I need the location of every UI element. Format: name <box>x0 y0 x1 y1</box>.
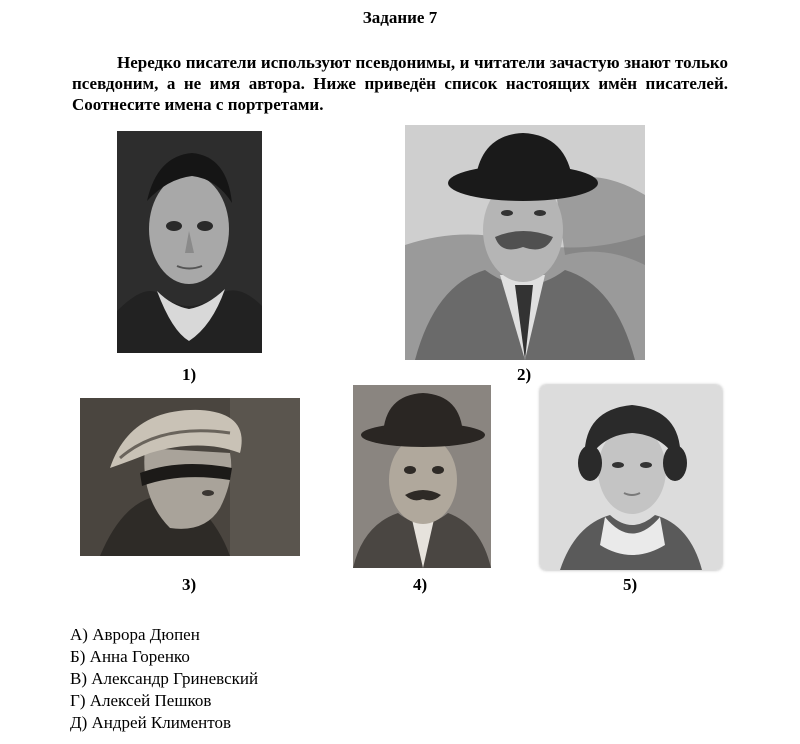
portrait-2-number: 2) <box>517 365 532 384</box>
portrait-4-number: 4) <box>413 575 428 594</box>
answer-options-list <box>70 624 258 734</box>
option-g: Г) Алексей Пешков <box>70 691 212 710</box>
portrait-3 <box>80 398 300 556</box>
portrait-3-number: 3) <box>182 575 197 594</box>
portrait-5 <box>540 385 722 570</box>
portrait-1-number: 1) <box>182 365 197 384</box>
task-title: Задание 7 <box>362 8 438 27</box>
task-intro: Нередко писатели используют псевдонимы, и читатели зачастую знают только псевдоним, а не имя автора. Ниже приведён список настоящих имён писателей. Соотнесите имена с портретами. <box>72 53 728 114</box>
option-a: А) Аврора Дюпен <box>70 625 200 644</box>
portrait-2 <box>405 125 645 360</box>
portrait-1-image <box>117 131 262 353</box>
portrait-3-image <box>80 398 300 556</box>
portrait-4 <box>353 385 491 568</box>
portrait-1 <box>117 131 262 353</box>
portrait-5-image <box>540 385 722 570</box>
option-b: Б) Анна Горенко <box>70 647 190 666</box>
option-v: В) Александр Гриневский <box>70 669 259 688</box>
portrait-5-number: 5) <box>623 575 638 594</box>
portrait-4-image <box>353 385 491 568</box>
option-d: Д) Андрей Климентов <box>70 713 231 732</box>
portrait-2-image <box>405 125 645 360</box>
